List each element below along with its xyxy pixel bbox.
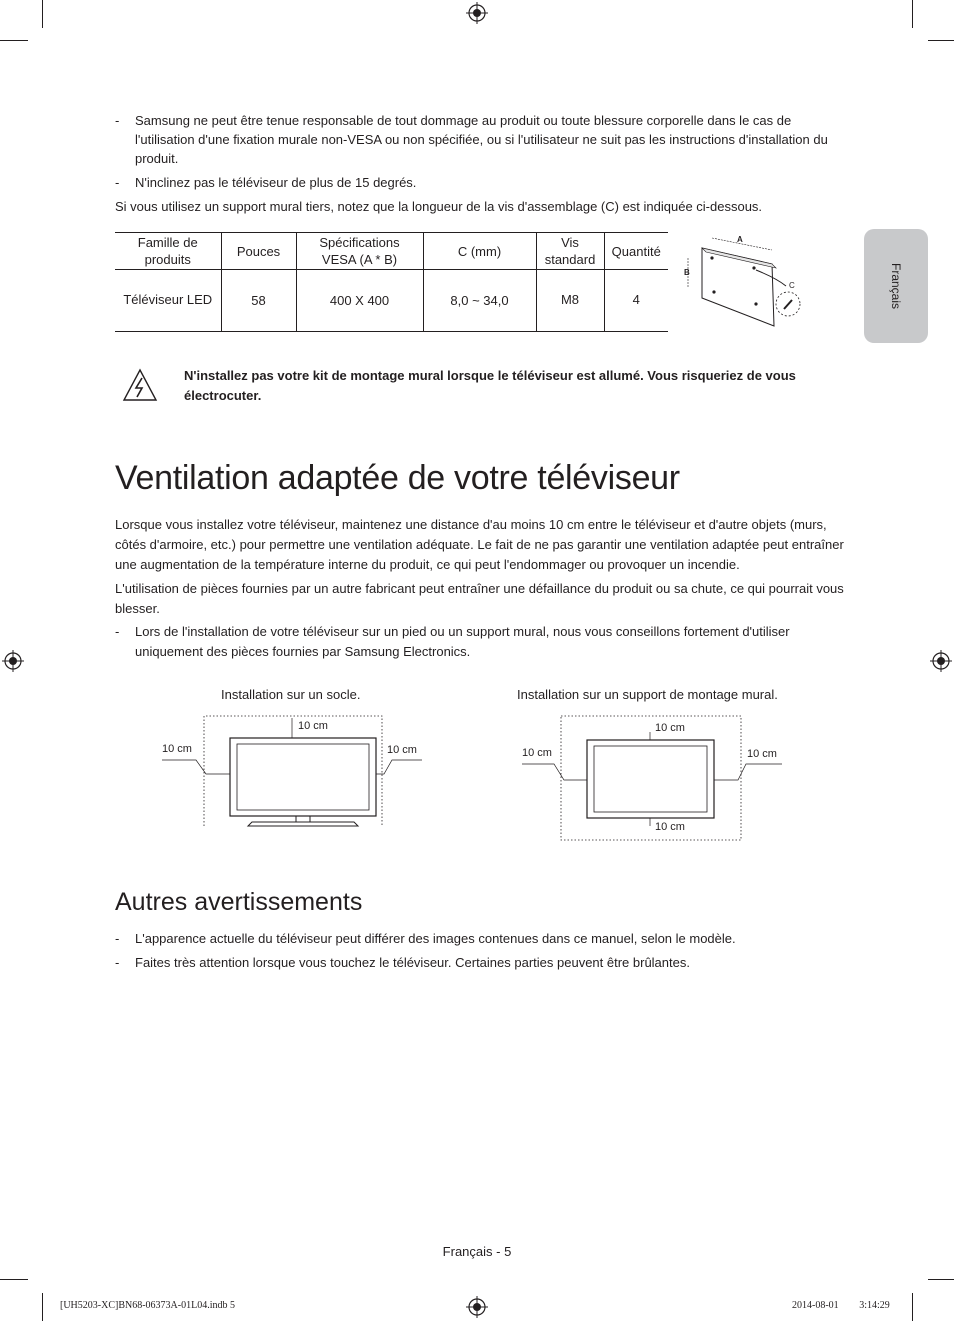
clearance-label: 10 cm	[298, 720, 328, 732]
label-a: A	[737, 235, 743, 244]
wall-mount-illustration	[680, 230, 812, 328]
print-timestamp: 2014-08-01 ￿￿ 3:14:29	[792, 1300, 890, 1311]
crop-mark	[0, 40, 28, 41]
warning-text: N'inclinez pas le téléviseur de plus de 15 degrés.	[135, 175, 417, 190]
crop-mark	[912, 1293, 913, 1321]
list-item: - Samsung ne peut être tenue responsable de tout dommage au produit ou toute blessure corporelle dans le cas de l'utilisation d'une fixation murale non-VESA ou non spécifiée, ou si l'utilisateur ne suit pas les instructions d'installation du produit.	[115, 111, 845, 168]
warning-text: L'apparence actuelle du téléviseur peut différer des images contenues dans ce manuel, selon le modèle.	[135, 931, 736, 946]
side-tab-label: Français	[889, 262, 903, 310]
label-b: B	[684, 268, 690, 277]
language-side-tab	[864, 229, 928, 343]
column-header: Vis standard	[536, 233, 604, 270]
page-number: Français - 5	[442, 1244, 512, 1259]
list-item: - Faites très attention lorsque vous touchez le téléviseur. Certaines parties peuvent être brûlantes.	[115, 953, 845, 972]
clearance-label: 10 cm	[162, 743, 192, 755]
section-heading: Autres avertissements	[115, 888, 363, 916]
list-text: Lors de l'installation de votre téléviseur sur un pied ou un support mural, nous vous conseillons fortement d'utiliser uniquement des pièces fournies par Samsung Electronics.	[135, 624, 790, 659]
label-c: C	[789, 281, 795, 290]
body-paragraph: L'utilisation de pièces fournies par un autre fabricant peut entraîner une défaillance du produit ou sa chute, ce qui pourrait vous blesser.	[115, 581, 844, 616]
clearance-label: 10 cm	[522, 747, 552, 759]
crop-mark	[0, 1279, 28, 1280]
intro-text: Si vous utilisez un support mural tiers, notez que la longueur de la vis d'assemblage (C) est indiquée ci-dessous.	[115, 199, 763, 214]
table-cell: 8,0 ~ 34,0	[423, 270, 536, 332]
stand-caption: Installation sur un socle.	[221, 687, 361, 702]
crop-mark	[42, 1293, 43, 1321]
table-cell: 4	[604, 270, 668, 332]
registration-mark-icon	[466, 1296, 488, 1318]
vesa-spec-table	[115, 232, 668, 332]
column-header: Famille de produits	[137, 235, 198, 267]
clearance-label: 10 cm	[655, 821, 685, 833]
electric-shock-warning-icon	[122, 368, 158, 402]
table-cell: M8	[536, 270, 604, 332]
registration-mark-icon	[466, 2, 488, 24]
page-title: Ventilation adaptée de votre téléviseur	[115, 459, 680, 497]
list-item: - N'inclinez pas le téléviseur de plus de 15 degrés.	[115, 173, 845, 192]
crop-mark	[42, 0, 43, 28]
wall-caption: Installation sur un support de montage mural.	[517, 687, 778, 702]
list-item: - Lors de l'installation de votre téléviseur sur un pied ou un support mural, nous vous conseillons fortement d'utiliser uniquement des pièces fournies par Samsung Electronics.	[115, 622, 845, 662]
clearance-label: 10 cm	[387, 744, 417, 756]
caution-text: N'installez pas votre kit de montage mural lorsque le téléviseur est allumé. Vous risqueriez de vous électrocuter.	[184, 368, 796, 403]
clearance-label: 10 cm	[747, 748, 777, 760]
stand-ventilation-diagram	[160, 712, 430, 832]
crop-mark	[928, 1279, 954, 1280]
table-cell: 400 X 400	[296, 270, 423, 332]
warning-text: Faites très attention lorsque vous touchez le téléviseur. Certaines parties peuvent être brûlantes.	[135, 955, 690, 970]
crop-mark	[928, 40, 954, 41]
registration-mark-icon	[930, 650, 952, 672]
column-header: Pouces	[221, 233, 296, 270]
crop-mark	[912, 0, 913, 28]
table-cell: 58	[221, 270, 296, 332]
warning-text: Samsung ne peut être tenue responsable de tout dommage au produit ou toute blessure corporelle dans le cas de l'utilisation d'une fixation murale non-VESA ou non spécifiée, ou si l'utilisateur ne suit pas les instructions d'installation du produit.	[135, 113, 828, 166]
print-file-info: [UH5203-XC]BN68-06373A-01L04.indb 5	[60, 1300, 235, 1311]
table-cell: Téléviseur LED	[123, 292, 213, 307]
column-header: C (mm)	[423, 233, 536, 270]
table-row	[115, 270, 668, 332]
table-header-row	[115, 233, 668, 270]
clearance-label: 10 cm	[655, 722, 685, 734]
column-header: Quantité	[604, 233, 668, 270]
registration-mark-icon	[2, 650, 24, 672]
column-header: Spécifications VESA (A * B)	[296, 233, 423, 270]
list-item: - L'apparence actuelle du téléviseur peut différer des images contenues dans ce manuel, selon le modèle.	[115, 929, 845, 948]
body-paragraph: Lorsque vous installez votre téléviseur, maintenez une distance d'au moins 10 cm entre le téléviseur et d'autre objets (murs, côtés d'armoire, etc.) pour permettre une ventilation adéquate. Le fait de ne pas garantir une ventilation adaptée peut entraîner une augmentation de la température interne du produit, ce qui peut l'endommager ou provoquer un incendie.	[115, 517, 844, 572]
